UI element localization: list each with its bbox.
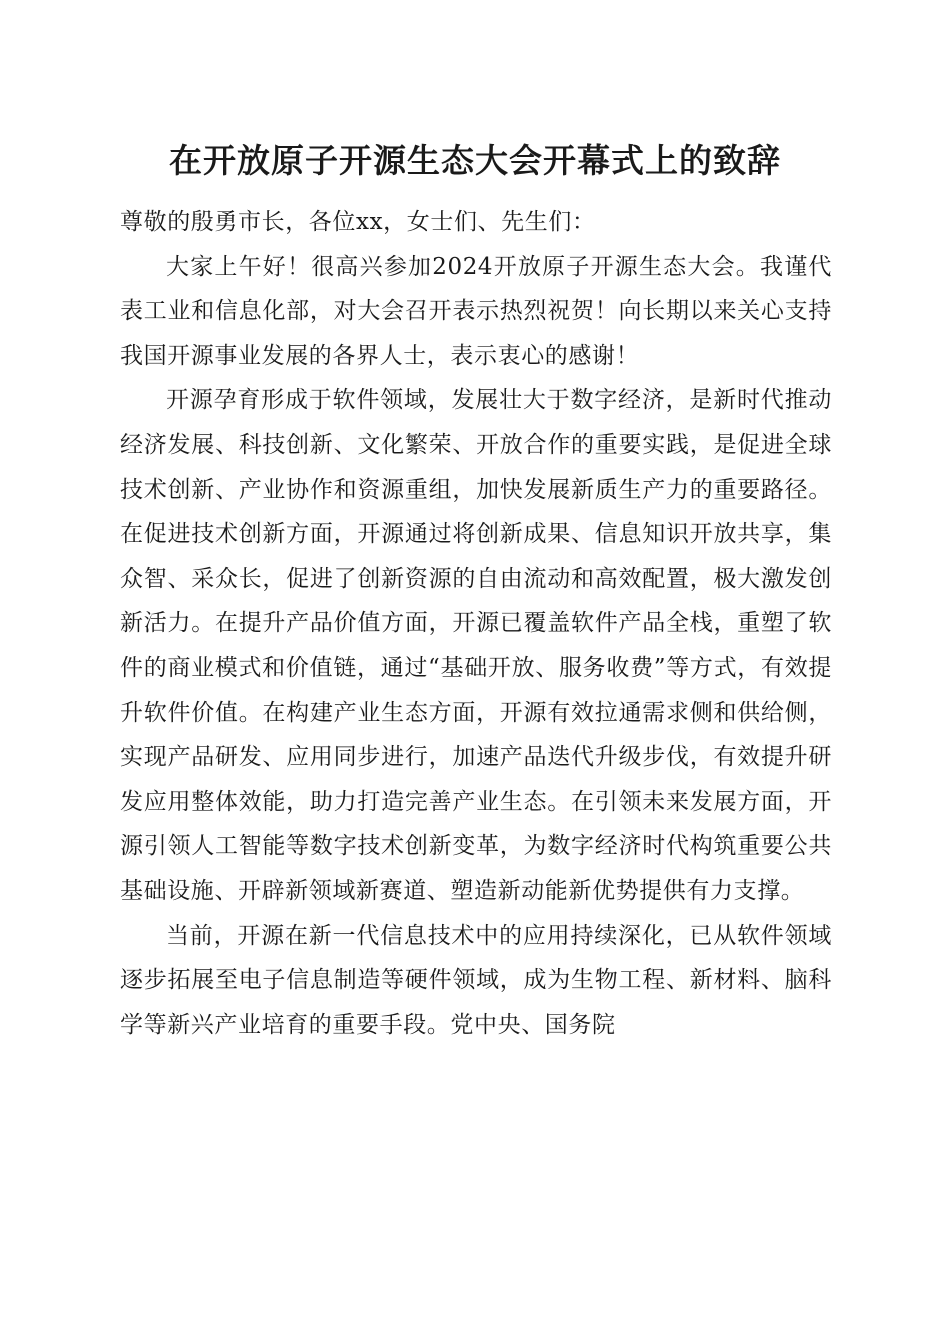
paragraph-current-situation: 当前，开源在新一代信息技术中的应用持续深化，已从软件领域逐步拓展至电子信息制造等硬件领域，成为生物工程、新材料、脑科学等新兴产业培育的重要手段。党中央、国务院	[120, 922, 832, 1038]
document-title: 在开放原子开源生态大会开幕式上的致辞	[169, 141, 781, 180]
paragraph-open-source-value: 开源孕育形成于软件领域，发展壮大于数字经济，是新时代推动经济发展、科技创新、文化繁荣、开放合作的重要实践，是促进全球技术创新、产业协作和资源重组，加快发展新质生产力的重要路径。在促进技术创新方面，开源通过将创新成果、信息知识开放共享，集众智、采众长，促进了创新资源的自由流动和高效配置，极大激发创新活力。在提升产品价值方面，开源已覆盖软件产品全栈，重塑了软件的商业模式和价值链，通过“基础开放、服务收费”等方式，有效提升软件价值。在构建产业生态方面，开源有效拉通需求侧和供给侧，实现产品研发、应用同步进行，加速产品迭代升级步伐，有效提升研发应用整体效能，助力打造完善产业生态。在引领未来发展方面，开源引领人工智能等数字技术创新变革，为数字经济时代构筑重要公共基础设施、开辟新领域新赛道、塑造新动能新优势提供有力支撑。	[120, 387, 832, 904]
paragraph-greeting: 大家上午好！很高兴参加2024开放原子开源生态大会。我谨代表工业和信息化部，对大会召开表示热烈祝贺！向长期以来关心支持我国开源事业发展的各界人士，表示衷心的感谢！	[120, 253, 832, 369]
salutation: 尊敬的殷勇市长，各位xx，女士们、先生们：	[120, 209, 596, 235]
document-body	[120, 200, 832, 1047]
